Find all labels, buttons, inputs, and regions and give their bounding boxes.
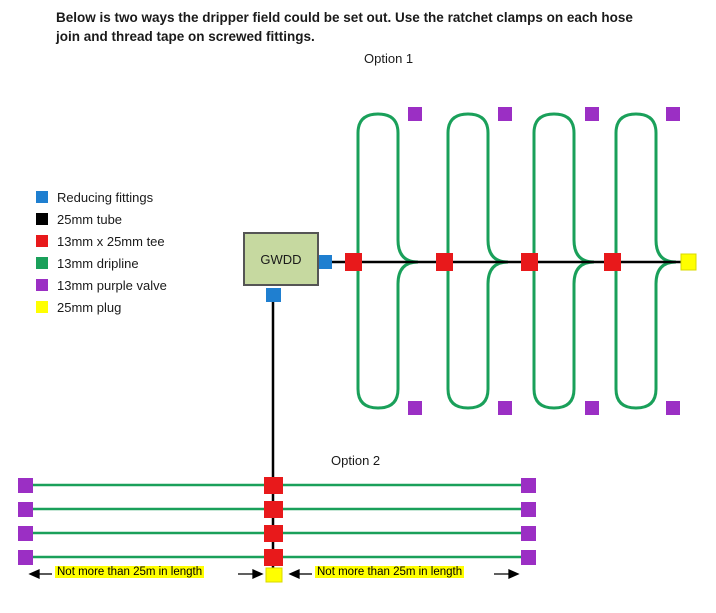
arrow-head-right [509, 570, 518, 578]
arrow-head-left [30, 570, 39, 578]
tee-fitting [345, 253, 362, 271]
option2-driplines [31, 485, 529, 557]
tee-fitting [264, 477, 283, 494]
length-label-left: Not more than 25m in length [57, 566, 203, 578]
option2-title: Option 2 [331, 453, 381, 468]
tee-fitting [264, 549, 283, 566]
gwdd-tank [243, 232, 319, 286]
dripline-loop [448, 114, 508, 262]
option1-bottom-driplines [358, 262, 676, 408]
end-plug [681, 254, 696, 270]
purple-valve [498, 107, 512, 121]
purple-valve [666, 401, 680, 415]
purple-valve [18, 502, 33, 517]
purple-valve [18, 526, 33, 541]
intro-text: Below is two ways the dripper field could be set out. Use the ratchet clamps on each hose join and thread tape on screwed fittings. [56, 10, 633, 44]
tee-fitting [521, 253, 538, 271]
tee-fitting [264, 501, 283, 518]
purple-valve [408, 107, 422, 121]
purple-valve [585, 401, 599, 415]
legend-label: 13mm purple valve [57, 277, 167, 293]
dripline-loop [534, 114, 594, 262]
dripline-loop [534, 262, 594, 408]
reducing-fitting-vertical [266, 288, 281, 302]
legend-label: 25mm plug [57, 299, 122, 315]
tee-fitting [436, 253, 453, 271]
dripline-loop [358, 262, 418, 408]
legend-label: 13mm dripline [57, 255, 139, 271]
option1-top-driplines [358, 114, 676, 262]
purple-valve [521, 526, 536, 541]
purple-valve [521, 478, 536, 493]
legend-label: Reducing fittings [57, 189, 154, 205]
arrow-head-left [290, 570, 299, 578]
legend-label: 13mm x 25mm tee [57, 233, 165, 249]
reducing-fitting-horizontal [318, 255, 332, 269]
purple-valve [585, 107, 599, 121]
dripline-loop [448, 262, 508, 408]
option1-title: Option 1 [364, 51, 414, 66]
legend-label: 25mm tube [57, 211, 123, 227]
dripline-loop [358, 114, 418, 262]
purple-valve [18, 478, 33, 493]
arrow-head-right [253, 570, 262, 578]
dripline-loop [616, 114, 676, 262]
end-plug [266, 568, 282, 582]
purple-valve [18, 550, 33, 565]
purple-valve [498, 401, 512, 415]
purple-valve [666, 107, 680, 121]
purple-valve [521, 550, 536, 565]
tee-fitting [604, 253, 621, 271]
tee-fitting [264, 525, 283, 542]
dripline-loop [616, 262, 676, 408]
length-label-right: Not more than 25m in length [317, 566, 463, 578]
purple-valve [408, 401, 422, 415]
gwdd-label: GWDD [260, 251, 302, 267]
purple-valve [521, 502, 536, 517]
